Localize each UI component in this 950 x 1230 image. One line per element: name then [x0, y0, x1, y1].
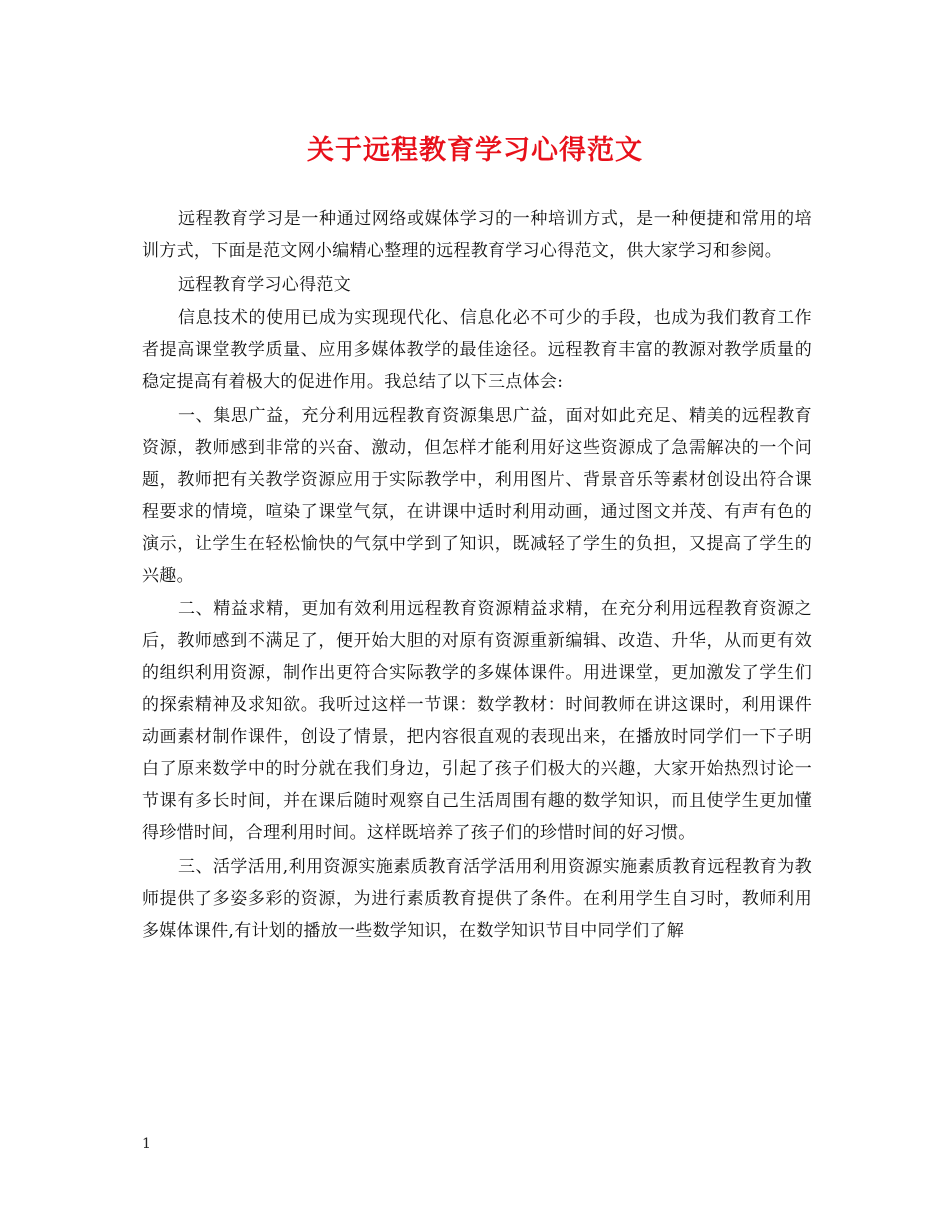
paragraph-point-two: 二、精益求精，更加有效利用远程教育资源精益求精，在充分利用远程教育资源之后，教师感到不满足了，便开始大胆的对原有资源重新编辑、改造、升华，从而更有效的组织利用资源，制作出更符合实际教学的多媒体课件。用进课堂，更加激发了学生们的探索精神及求知欲。我听过这样一节课：数学教材：时间教师在讲这课时，利用课件动画素材制作课件，创设了情景，把内容很直观的表现出来，在播放时同学们一下子明白了原来数学中的时分就在我们身边，引起了孩子们极大的兴趣，大家开始热烈讨论一节课有多长时间，并在课后随时观察自己生活周围有趣的数学知识，而且使学生更加懂得珍惜时间，合理利用时间。这样既培养了孩子们的珍惜时间的好习惯。 [142, 599, 812, 843]
document-body [142, 203, 812, 947]
paragraph-intro: 远程教育学习是一种通过网络或媒体学习的一种培训方式，是一种便捷和常用的培训方式，下面是范文网小编精心整理的远程教育学习心得范文，供大家学习和参阅。 [142, 209, 812, 261]
paragraph-subtitle: 远程教育学习心得范文 [178, 274, 351, 295]
page-number: 1 [142, 1136, 151, 1152]
paragraph-overview: 信息技术的使用已成为实现现代化、信息化必不可少的手段，也成为我们教育工作者提高课堂教学质量、应用多媒体教学的最佳途径。远程教育丰富的教源对教学质量的稳定提高有着极大的促进作用。我总结了以下三点体会: [142, 308, 812, 392]
paragraph-point-three: 三、活学活用,利用资源实施素质教育活学活用利用资源实施素质教育远程教育为教师提供了多姿多彩的资源，为进行素质教育提供了条件。在利用学生自习时，教师利用多媒体课件,有计划的播放一些数学知识，在数学知识节目中同学们了解 [142, 856, 812, 941]
paragraph-point-one: 一、集思广益，充分利用远程教育资源集思广益，面对如此充足、精美的远程教育资源，教师感到非常的兴奋、激动，但怎样才能利用好这些资源成了急需解决的一个问题，教师把有关教学资源应用于实际教学中，利用图片、背景音乐等素材创设出符合课程要求的情境，喧染了课堂气氛，在讲课中适时利用动画，通过图文并茂、有声有色的演示，让学生在轻松愉快的气氛中学到了知识，既减轻了学生的负担，又提高了学生的兴趣。 [142, 405, 812, 586]
document-title: 关于远程教育学习心得范文 [307, 135, 643, 166]
